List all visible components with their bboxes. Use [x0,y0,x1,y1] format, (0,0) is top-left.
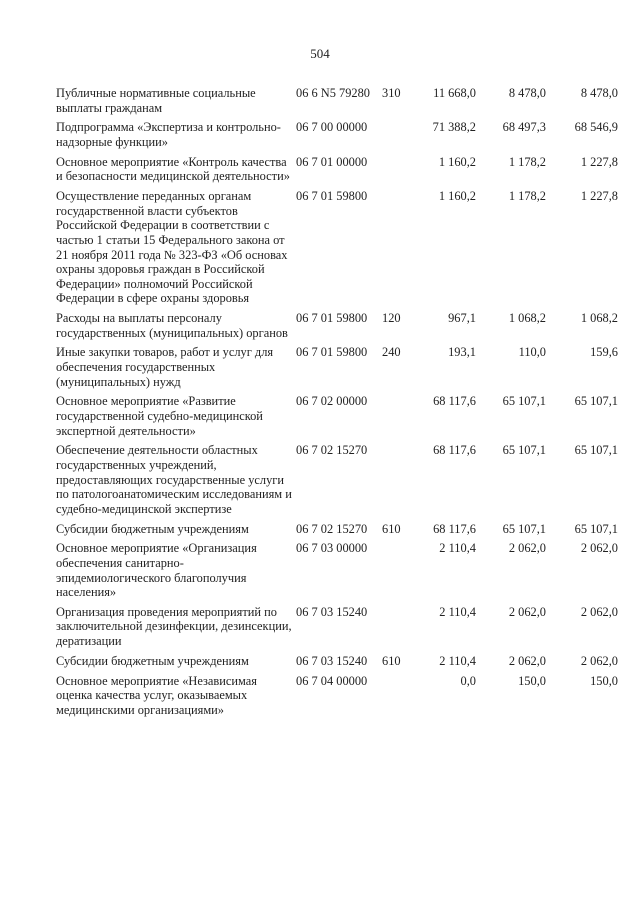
table-row [56,522,618,542]
expense-name: Основное мероприятие «Организация обеспечения санитарно-эпидемиологического благополучия населения» [56,541,257,600]
target-article-code: 06 7 03 00000 [296,541,368,556]
amount-year-2: 2 062,0 [508,541,546,556]
target-article-code: 06 7 02 00000 [296,394,368,409]
expense-name: Расходы на выплаты персоналу государственных (муниципальных) органов [56,311,288,340]
amount-year-1: 1 160,2 [438,189,476,204]
expense-type-code: 120 [382,311,401,326]
table-row [56,394,618,443]
amount-year-2: 65 107,1 [502,443,546,458]
page-number: 504 [310,46,330,61]
target-article-code: 06 7 01 00000 [296,154,368,169]
amount-year-1: 193,1 [448,345,476,360]
amount-year-2: 110,0 [518,345,546,360]
expense-name: Осуществление переданных органам государственной власти субъектов Российской Федерации в соответствии с частью 1 статьи 15 Федерального закона от 21 ноября 2011 года № 323-ФЗ «Об основах охраны здоровья граждан в Российской Федерации» полномочий Российской Федерации в сфере охраны здоровья [56,189,288,306]
amount-year-1: 2 110,4 [439,653,476,668]
amount-year-3: 1 227,8 [580,189,618,204]
target-article-code: 06 7 04 00000 [296,673,368,688]
expense-name: Основное мероприятие «Контроль качества и безопасности медицинской деятельности» [56,154,290,184]
table-row [56,155,618,189]
expense-type-code [382,189,408,311]
expense-name: Публичные нормативные социальные выплаты гражданам [56,86,256,115]
expense-type-code: 610 [382,521,401,536]
expense-type-code: 610 [382,653,401,668]
amount-year-2: 1 178,2 [508,189,546,204]
amount-year-1: 2 110,4 [439,604,476,619]
amount-year-3: 65 107,1 [574,394,618,409]
expense-name: Субсидии бюджетным учреждениям [56,653,249,668]
amount-year-1: 0,0 [460,673,476,688]
amount-year-1: 68 117,6 [433,394,476,409]
target-article-code: 06 7 01 59800 [296,311,368,326]
expense-name: Основное мероприятие «Независимая оценка качества услуг, оказываемых медицинскими организациями» [56,673,257,717]
amount-year-2: 2 062,0 [508,653,546,668]
target-article-code: 06 7 01 59800 [296,345,368,360]
target-article-code: 06 7 02 15270 [296,443,368,458]
amount-year-2: 8 478,0 [508,86,546,100]
expense-type-code: 310 [382,86,401,100]
target-article-code: 06 7 01 59800 [296,189,368,204]
amount-year-3: 1 068,2 [580,311,618,326]
amount-year-3: 2 062,0 [580,653,618,668]
expense-name: Основное мероприятие «Развитие государственной судебно-медицинской экспертной деятельности» [56,394,263,438]
amount-year-1: 71 388,2 [432,120,476,135]
amount-year-1: 68 117,6 [433,521,476,536]
table-row [56,86,618,120]
amount-year-3: 159,6 [590,345,618,360]
amount-year-2: 68 497,3 [502,120,546,135]
amount-year-1: 2 110,4 [439,541,476,556]
table-row [56,541,618,605]
target-article-code: 06 7 03 15240 [296,653,368,668]
amount-year-1: 11 668,0 [433,86,476,100]
amount-year-3: 150,0 [590,673,618,688]
amount-year-2: 150,0 [518,673,546,688]
expense-name: Обеспечение деятельности областных государственных учреждений, предоставляющих государственные услуги по патологоанатомическим исследованиям и судебно-медицинской экспертизе [56,443,292,516]
expense-type-code [382,541,408,605]
amount-year-3: 65 107,1 [574,443,618,458]
amount-year-1: 1 160,2 [438,154,476,169]
amount-year-3: 65 107,1 [574,521,618,536]
expense-type-code [382,120,408,154]
expense-type-code [382,155,408,189]
expense-name: Подпрограмма «Экспертиза и контрольно-надзорные функции» [56,120,281,149]
expense-type-code [382,674,408,723]
table-row [56,674,618,723]
table-row [56,345,618,394]
target-article-code: 06 7 00 00000 [296,120,368,135]
target-article-code: 06 7 02 15270 [296,521,368,536]
table-row [56,443,618,521]
amount-year-3: 68 546,9 [574,120,618,135]
amount-year-2: 1 068,2 [508,311,546,326]
target-article-code: 06 6 N5 79280 [296,86,370,100]
amount-year-3: 8 478,0 [580,86,618,100]
amount-year-2: 65 107,1 [502,394,546,409]
expense-name: Субсидии бюджетным учреждениям [56,521,249,536]
table-row [56,654,618,674]
expense-type-code [382,443,408,521]
expense-type-code [382,605,408,654]
amount-year-3: 2 062,0 [580,541,618,556]
amount-year-2: 2 062,0 [508,604,546,619]
amount-year-1: 967,1 [448,311,476,326]
budget-table [56,86,618,723]
table-row [56,120,618,154]
amount-year-2: 1 178,2 [508,154,546,169]
table-row [56,605,618,654]
table-row [56,311,618,345]
expense-type-code [382,394,408,443]
expense-type-code: 240 [382,345,401,360]
expense-name: Иные закупки товаров, работ и услуг для обеспечения государственных (муниципальных) нужд [56,345,274,389]
amount-year-3: 2 062,0 [580,604,618,619]
amount-year-3: 1 227,8 [580,154,618,169]
expense-name: Организация проведения мероприятий по заключительной дезинфекции, дезинсекции, дератизации [56,604,292,649]
table-row [56,189,618,311]
target-article-code: 06 7 03 15240 [296,604,368,619]
amount-year-2: 65 107,1 [502,521,546,536]
amount-year-1: 68 117,6 [433,443,476,458]
budget-table-body [56,86,618,723]
